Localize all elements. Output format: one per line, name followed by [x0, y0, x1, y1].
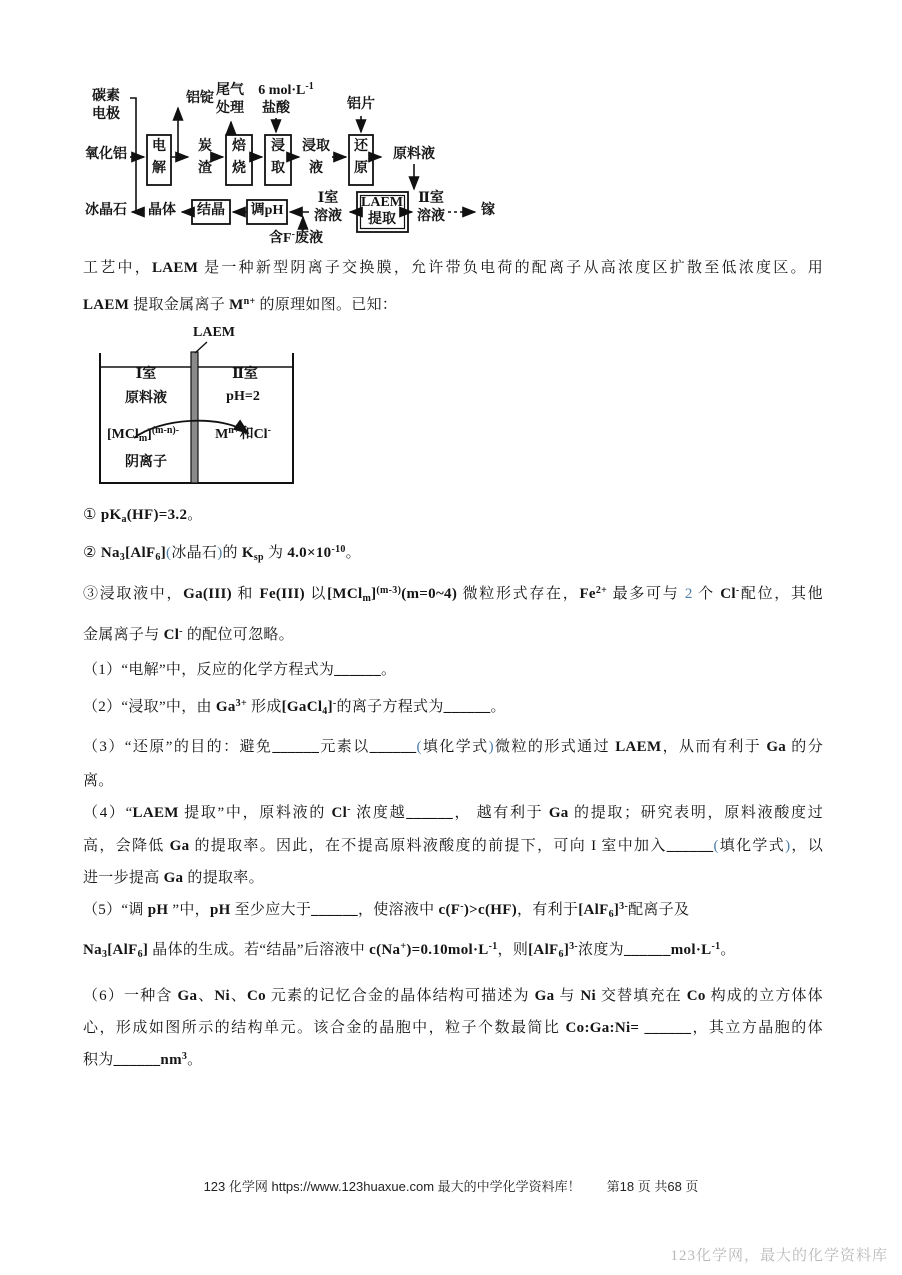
text-run: 构成的立方体体	[705, 988, 823, 1004]
text-run: 。	[720, 942, 736, 958]
text-run: 解	[152, 161, 166, 176]
text-run: 配离子及	[628, 902, 690, 918]
laem-label-pointer-line	[195, 342, 207, 353]
text-run: LAEM	[361, 195, 403, 210]
text-run: 元素的记忆合金的晶体结构可描述为	[265, 988, 535, 1004]
text-run: ]	[142, 942, 149, 958]
text-run: ，以	[790, 838, 824, 854]
carbon-residue-char2	[198, 160, 212, 178]
text-run: 6	[155, 551, 161, 563]
process-flowchart	[78, 80, 498, 256]
text-run: 与	[554, 988, 581, 1004]
text-run: -	[332, 697, 337, 709]
text-run: ③浸取液中，	[83, 586, 184, 602]
text-run: 氧化铝	[85, 147, 127, 162]
text-run: ]	[613, 902, 620, 918]
text-run: （5）“调	[83, 902, 148, 918]
text-run: Co	[686, 988, 706, 1004]
text-run: 为	[263, 545, 288, 561]
text-run: 原料液	[125, 391, 167, 406]
text-run: -1	[488, 940, 498, 952]
waste-f-label	[269, 230, 323, 248]
text-run: ，其立方晶胞的体	[691, 1020, 823, 1036]
text-run: Ga	[548, 805, 569, 821]
text-run: 冰晶石	[85, 203, 127, 218]
text-run: ]	[327, 699, 333, 715]
adjust-ph-label	[251, 202, 284, 220]
text-run: 的提取率。	[183, 870, 264, 886]
text-run: 炭	[198, 139, 212, 154]
text-line-10	[83, 771, 823, 792]
text-run: c(F	[438, 902, 461, 918]
text-run: Co:Ga:Ni=	[565, 1020, 640, 1036]
text-run: 处理	[216, 101, 244, 116]
crystallization-label	[197, 202, 225, 220]
text-run: Ⅰ室	[135, 367, 157, 382]
text-run: Ga	[534, 988, 555, 1004]
text-run: (m-3)	[376, 584, 402, 596]
text-run: [AlF	[107, 942, 138, 958]
text-run: ，有利于	[517, 902, 579, 918]
text-run: 微粒形式存在，	[457, 586, 580, 602]
text-run: Cl	[163, 627, 180, 643]
feed-liquid-label	[393, 146, 435, 164]
room1-feed	[125, 390, 167, 408]
text-run: 和Cl	[239, 427, 268, 442]
text-run: 盐酸	[262, 101, 290, 116]
text-run: 以	[304, 586, 328, 602]
carbon-electrode-connector	[130, 98, 136, 210]
text-run: -10	[331, 543, 346, 555]
roasting-char1	[232, 138, 246, 156]
alumina-label	[85, 146, 127, 164]
text-run: mol·L	[670, 942, 712, 958]
room2-title	[232, 366, 258, 384]
text-run: 废液	[294, 231, 323, 246]
text-run: Ga	[766, 739, 787, 755]
page-footer: 123 化学网 https://www.123huaxue.com 最大的中学化学资料库！ 第18 页 共68 页	[203, 1179, 699, 1194]
text-run: 至少应大于	[230, 902, 312, 918]
text-run: [AlF	[528, 942, 559, 958]
text-run: Fe	[579, 586, 596, 602]
text-line-5	[83, 584, 823, 605]
text-run: ______	[623, 942, 671, 958]
text-run: 结晶	[197, 203, 225, 218]
text-line-3	[83, 505, 823, 526]
text-run: 的离子方程式为	[336, 699, 444, 715]
text-run: 浸	[271, 139, 285, 154]
text-run: Ⅱ室	[418, 191, 444, 206]
text-run: 调pH	[250, 203, 284, 218]
text-run: ①	[83, 507, 101, 523]
text-run: m	[362, 592, 372, 604]
text-run: 镓	[481, 203, 495, 218]
laem-membrane-diagram	[90, 326, 300, 491]
al-ingot-label	[186, 90, 214, 108]
text-run: Co	[247, 988, 266, 1004]
laem-extract-line2	[368, 211, 396, 229]
text-run: 阴离子	[125, 455, 167, 470]
text-run: 3	[181, 1050, 188, 1062]
text-run: 。	[490, 699, 506, 715]
leaching-char2	[271, 160, 285, 178]
text-run: 原料液	[393, 147, 435, 162]
text-run: ______	[272, 739, 320, 755]
laem-extract-line1	[361, 194, 403, 212]
text-run: 焙	[232, 139, 246, 154]
text-run: K	[241, 545, 254, 561]
text-run: (m-n)-	[151, 424, 180, 436]
text-run: 碳素	[92, 89, 120, 104]
room1-solution-line2	[314, 208, 342, 226]
text-run: 填化学式	[718, 838, 786, 854]
text-run: 3	[119, 551, 126, 563]
text-run: 6	[608, 908, 614, 920]
text-run: ______	[443, 699, 491, 715]
text-run: Ga(III)	[183, 586, 232, 602]
text-run: 2+	[595, 584, 608, 596]
text-run: pK	[100, 507, 122, 523]
text-run: Na	[83, 942, 102, 958]
text-line-15	[83, 940, 823, 961]
text-run: ]	[160, 545, 167, 561]
text-run: 的提取；研究表明，原料液酸度过	[568, 805, 823, 821]
text-run: c(Na	[369, 942, 401, 958]
text-run: -	[735, 584, 740, 596]
text-run: 溶液	[314, 209, 342, 224]
text-run: )	[217, 545, 223, 561]
reduction-char1	[354, 138, 368, 156]
text-run: n+	[228, 424, 240, 436]
text-run: Ⅱ室	[232, 367, 258, 382]
text-run: 的分	[786, 739, 824, 755]
text-run: （4）“	[83, 805, 133, 821]
watermark: 123化学网，最大的化学资料库	[670, 1248, 888, 1264]
text-run: 浸取	[302, 139, 330, 154]
text-run: 形成	[246, 699, 282, 715]
text-run: 配位，其他	[739, 586, 823, 602]
text-run: (	[166, 545, 172, 561]
crystal-label	[148, 202, 176, 220]
text-run: LAEM	[151, 260, 199, 276]
text-run: 冰晶石	[171, 545, 218, 561]
text-run: 工艺中，	[83, 260, 152, 276]
text-line-18	[83, 1050, 823, 1071]
text-run: 和	[231, 586, 260, 602]
text-run: ______	[644, 1020, 692, 1036]
leachate-line2	[309, 160, 323, 178]
room1-anion	[125, 454, 167, 472]
text-line-14	[83, 900, 823, 921]
text-run: 个	[692, 586, 721, 602]
text-run: [MCl	[106, 427, 139, 442]
text-run: 心，形成如图所示的结构单元。该合金的晶胞中，粒子个数最简比	[83, 1020, 566, 1036]
room2-ph	[226, 388, 260, 406]
laem-membrane-label	[193, 324, 235, 342]
text-line-13	[83, 868, 823, 889]
text-line-17	[83, 1018, 823, 1039]
text-run: [AlF	[125, 545, 156, 561]
text-run: 晶体	[148, 203, 176, 218]
text-run: 还	[354, 139, 368, 154]
text-run: ②	[83, 545, 101, 561]
text-run: 高，会降低	[83, 838, 170, 854]
text-run: (HF)=3.2	[126, 507, 188, 523]
text-run: (	[713, 838, 719, 854]
text-run: 铝锭	[186, 91, 214, 106]
text-run: a	[121, 513, 127, 525]
text-run: 是一种新型阴离子交换膜，允许带负电荷的配离子从高浓度区扩散至低浓度区。用	[198, 260, 824, 276]
text-run: nm	[160, 1052, 182, 1068]
text-run: M	[229, 297, 244, 313]
text-run: 取	[271, 161, 285, 176]
text-run: 元素以	[319, 739, 370, 755]
text-run: 4	[322, 705, 328, 717]
text-run: [GaCl	[281, 699, 323, 715]
text-run: 2	[684, 586, 693, 602]
electrolysis-char1	[152, 138, 166, 156]
text-run: Cl	[720, 586, 736, 602]
text-run: 浓度为	[578, 942, 624, 958]
reduction-char2	[354, 160, 368, 178]
text-run: 6 mol·L	[258, 83, 306, 98]
room2-ions	[215, 426, 271, 444]
text-run: 3+	[235, 697, 247, 709]
carbon-electrode-line1	[92, 88, 120, 106]
text-run: （6）一种含	[83, 988, 178, 1004]
text-run: 3-	[569, 940, 579, 952]
text-line-2	[83, 295, 823, 316]
text-run: 电	[152, 139, 166, 154]
text-run: 浓度越	[350, 805, 407, 821]
text-run: m	[138, 432, 148, 444]
text-run: LAEM	[132, 805, 179, 821]
text-run: ”中，	[168, 902, 210, 918]
text-run: ______	[334, 662, 382, 678]
text-run: 填化学式	[421, 739, 489, 755]
text-run: +	[400, 940, 407, 952]
text-run: Ga	[163, 870, 184, 886]
text-line-6	[83, 625, 823, 646]
text-line-9	[83, 737, 823, 758]
text-run: )	[785, 838, 791, 854]
leachate-line1	[302, 138, 330, 156]
laem-diagram-graphics	[90, 326, 300, 491]
text-run: -	[460, 900, 464, 912]
text-run: )	[488, 739, 494, 755]
text-run: M	[215, 427, 229, 442]
membrane-bar	[191, 352, 198, 483]
text-run: pH	[147, 902, 169, 918]
text-run: -1	[305, 80, 314, 92]
text-run: ， 越有利于	[453, 805, 549, 821]
text-run: 含F	[269, 231, 292, 246]
text-run: 溶液	[417, 209, 445, 224]
text-run: 原	[354, 161, 368, 176]
text-run: 、	[197, 988, 215, 1004]
text-run: 。	[381, 662, 397, 678]
text-run: Na	[100, 545, 120, 561]
text-run: ，则	[497, 942, 529, 958]
text-run: )>c(HF)	[463, 902, 517, 918]
hcl-label	[262, 100, 290, 118]
text-run: 提取	[368, 212, 396, 227]
text-run: -	[267, 424, 271, 436]
text-run: ______	[666, 838, 714, 854]
roasting-char2	[232, 160, 246, 178]
text-run: 烧	[232, 161, 246, 176]
text-run: -1	[711, 940, 721, 952]
text-run: 金属离子与	[83, 627, 164, 643]
text-run: 渣	[198, 161, 212, 176]
text-run: [AlF	[578, 902, 609, 918]
text-run: ]	[147, 427, 152, 442]
text-run: ______	[369, 739, 417, 755]
text-run: Ga	[169, 838, 190, 854]
text-line-1	[83, 258, 823, 279]
electrolysis-char2	[152, 160, 166, 178]
text-run: 。	[345, 545, 361, 561]
text-run: (m=0~4)	[401, 586, 458, 602]
text-run: ]	[371, 586, 377, 602]
text-run: 。	[187, 1052, 203, 1068]
text-run: Fe(III)	[259, 586, 305, 602]
text-run: 积为	[83, 1052, 114, 1068]
text-run: （1）“电解”中，反应的化学方程式为	[83, 662, 335, 678]
text-run: Ⅰ室	[317, 191, 339, 206]
text-run: pH	[209, 902, 231, 918]
carbon-electrode-line2	[92, 106, 120, 124]
gallium-label	[481, 202, 495, 220]
cryolite-label	[85, 202, 127, 220]
text-line-4	[83, 543, 823, 564]
text-run: Ni	[214, 988, 230, 1004]
text-run: ，使溶液中	[357, 902, 439, 918]
text-run: 尾气	[216, 83, 244, 98]
text-line-16	[83, 986, 823, 1007]
text-run: ]	[563, 942, 570, 958]
text-run: 3	[101, 948, 108, 960]
text-run: 6	[137, 948, 143, 960]
text-run: 离。	[83, 773, 114, 789]
text-run: 的配位可忽略。	[182, 627, 294, 643]
text-line-8	[83, 697, 823, 718]
text-run: 微粒的形式通过	[493, 739, 616, 755]
room2-solution-line2	[417, 208, 445, 226]
text-run: 6	[558, 948, 564, 960]
room1-complex	[107, 426, 179, 444]
text-run: （3）“还原”的目的：避免	[83, 739, 273, 755]
text-run: 最多可与	[607, 586, 685, 602]
text-run: Ni	[580, 988, 597, 1004]
text-run: 铝片	[347, 97, 375, 112]
text-run: Ga	[177, 988, 198, 1004]
tail-gas-line2	[216, 100, 244, 118]
text-run: ，从而有利于	[661, 739, 767, 755]
text-run: 。	[187, 507, 203, 523]
text-run: ______	[113, 1052, 161, 1068]
text-line-7	[83, 660, 823, 681]
text-run: LAEM	[83, 297, 130, 313]
text-run: ______	[311, 902, 358, 918]
text-run: sp	[253, 551, 264, 563]
text-run: Ga	[215, 699, 236, 715]
room1-solution-line1	[318, 190, 339, 208]
text-run: 交替填充在	[596, 988, 687, 1004]
al-sheet-label	[347, 96, 375, 114]
tail-gas-line1	[216, 82, 244, 100]
text-run: -	[347, 803, 351, 815]
text-run: )=0.10mol·L	[406, 942, 489, 958]
text-run: n+	[243, 295, 256, 307]
text-run: [MCl	[327, 586, 363, 602]
text-line-12	[83, 836, 823, 857]
carbon-residue-char1	[198, 138, 212, 156]
text-run: 进一步提高	[83, 870, 164, 886]
hcl-conc-label	[258, 82, 313, 100]
text-run: Cl	[331, 805, 348, 821]
text-run: 晶体的生成。若“结晶”后溶液中	[148, 942, 370, 958]
text-run: （2）“浸取”中，由	[83, 699, 216, 715]
text-run: -	[179, 625, 183, 637]
room2-solution-line1	[418, 190, 444, 208]
text-run: LAEM	[193, 325, 235, 340]
text-run: 电极	[92, 107, 120, 122]
text-run: 提取金属离子	[129, 297, 230, 313]
text-run: -	[291, 228, 295, 240]
text-run: (	[416, 739, 422, 755]
text-run: 3-	[619, 900, 629, 912]
text-run: 液	[309, 161, 323, 176]
room1-title	[136, 366, 157, 384]
text-run: LAEM	[615, 739, 662, 755]
text-run: pH=2	[226, 389, 260, 404]
text-run: 的原理如图。已知：	[255, 297, 398, 313]
text-run: 的提取率。因此，在不提高原料液酸度的前提下，可向 I 室中加入	[189, 838, 667, 854]
text-line-11	[83, 803, 823, 824]
text-run: ______	[406, 805, 454, 821]
leaching-char1	[271, 138, 285, 156]
text-run: 的	[222, 545, 242, 561]
text-run: 提取”中，原料液的	[178, 805, 332, 821]
text-run: 4.0×10	[287, 545, 332, 561]
text-run: 、	[229, 988, 247, 1004]
